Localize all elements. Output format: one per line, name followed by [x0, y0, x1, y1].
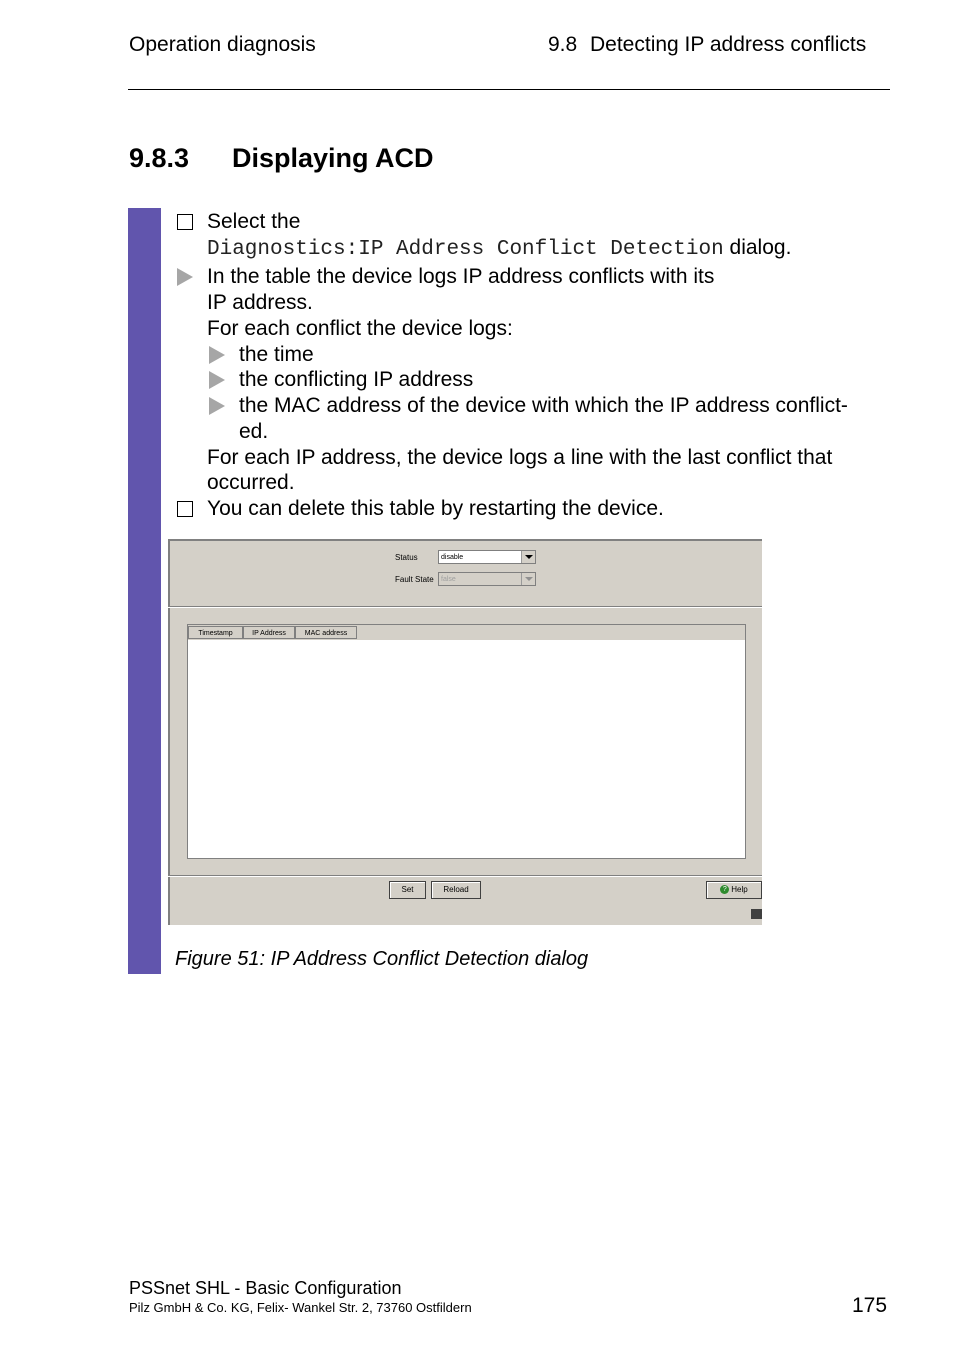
footer-address: Pilz GmbH & Co. KG, Felix- Wankel Str. 2, 73760 Ostfildern: [129, 1300, 472, 1315]
help-button[interactable]: [706, 881, 762, 899]
status-select-value: disable: [441, 554, 464, 561]
result-line-4: For each IP address, the device logs a line with the last conflict that: [207, 446, 833, 469]
status-label: Status: [395, 553, 418, 562]
running-header-section-title: Detecting IP address conflicts: [590, 33, 867, 56]
table-header: [188, 625, 745, 640]
status-select[interactable]: [438, 550, 536, 564]
conflict-table: [187, 624, 746, 859]
dialog-screenshot: [168, 539, 762, 925]
reload-button[interactable]: Reload: [431, 881, 481, 899]
menu-path-code: Diagnostics:IP Address Conflict Detection: [207, 238, 724, 261]
checkbox-icon: [177, 501, 193, 517]
result-line-1: In the table the device logs IP address conflicts with its: [207, 265, 715, 288]
section-number: 9.8.3: [129, 143, 190, 173]
chevron-down-icon: [521, 551, 535, 563]
help-icon: ?: [720, 885, 729, 894]
running-header-section-number: 9.8: [548, 33, 578, 56]
column-timestamp[interactable]: Timestamp: [188, 626, 243, 639]
sub-item-time: the time: [239, 343, 314, 366]
step-select-text: Select the: [207, 210, 301, 233]
header-rule: [128, 89, 890, 90]
fault-state-value: false: [441, 576, 456, 583]
step-select-path: [207, 235, 791, 263]
menu-path-suffix: dialog.: [729, 236, 792, 259]
result-line-3: For each conflict the device logs:: [207, 317, 513, 340]
page-number: 175: [852, 1294, 888, 1317]
sub-item-mac-1: the MAC address of the device with which the IP address conflict-: [239, 394, 848, 417]
sub-arrow-icon: [209, 346, 225, 364]
sub-arrow-icon: [209, 371, 225, 389]
side-marker-bar: [128, 208, 161, 974]
fault-state-select[interactable]: [438, 572, 536, 586]
section-title: Displaying ACD: [232, 143, 434, 173]
running-header-chapter: Operation diagnosis: [129, 33, 316, 56]
status-icon: [751, 909, 762, 919]
footer-title: PSSnet SHL - Basic Configuration: [129, 1278, 402, 1298]
chevron-down-icon: [521, 573, 535, 585]
sub-item-mac-2: ed.: [239, 420, 269, 443]
sub-arrow-icon: [209, 397, 225, 415]
step-delete-text: You can delete this table by restarting the device.: [207, 497, 664, 520]
column-ip-address[interactable]: IP Address: [243, 626, 295, 639]
set-button[interactable]: Set: [389, 881, 426, 899]
checkbox-icon: [177, 214, 193, 230]
result-arrow-icon: [177, 268, 193, 286]
fault-state-label: Fault State: [395, 575, 434, 584]
column-mac-address[interactable]: MAC address: [295, 626, 357, 639]
sub-item-ip: the conflicting IP address: [239, 368, 474, 391]
result-line-5: occurred.: [207, 471, 295, 494]
figure-caption: Figure 51: IP Address Conflict Detection dialog: [175, 948, 589, 970]
help-button-label: Help: [731, 885, 748, 894]
result-line-2: IP address.: [207, 291, 313, 314]
